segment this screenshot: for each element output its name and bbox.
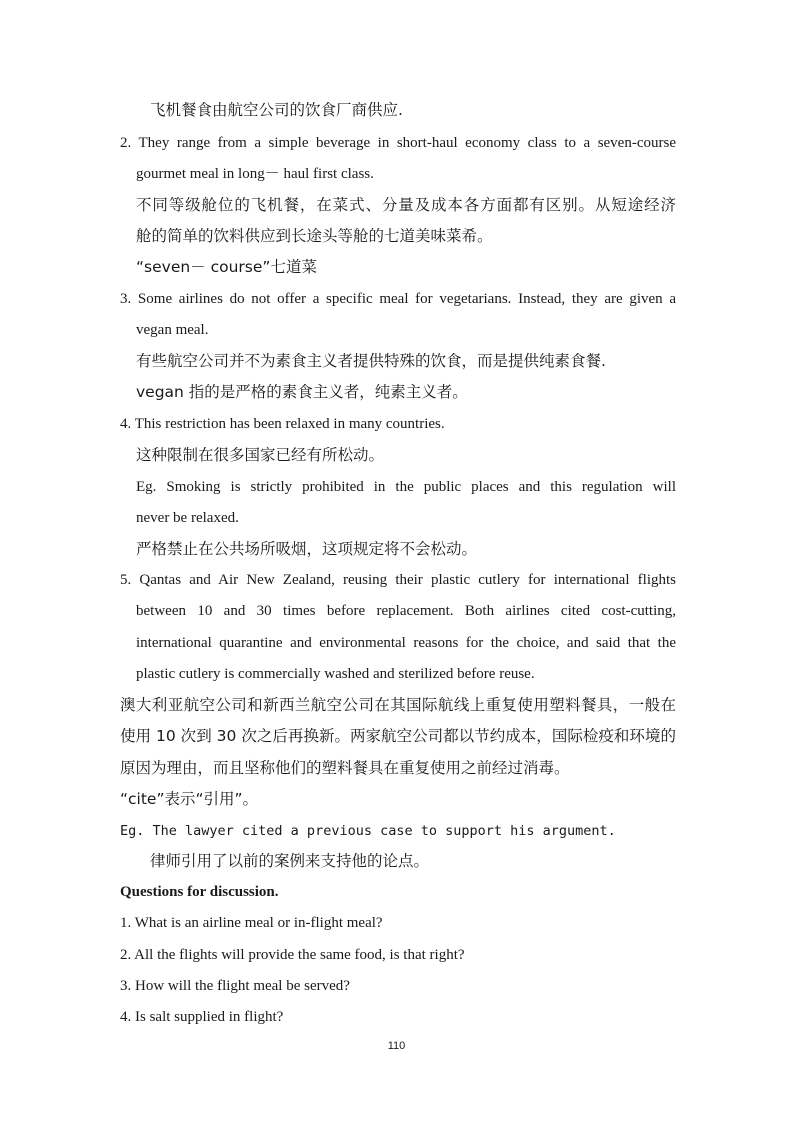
translation-line: 这种限制在很多国家已经有所松动。 [136,446,385,464]
question-item: 2. All the flights will provide the same food, is that right? [120,947,465,963]
translation-line: 不同等级舱位的飞机餐，在菜式、分量及成本各方面都有区别。从短途经济 [136,196,676,214]
note-line: “cite”表示“引用”。 [120,790,259,808]
list-item-2: 2. They range from a simple beverage in short-haul economy class to a seven-course [120,135,676,151]
list-item-5: 5. Qantas and Air New Zealand, reusing their plastic cutlery for international flights [120,572,676,588]
translation-line: 有些航空公司并不为素食主义者提供特殊的饮食，而是提供纯素食餐. [136,352,606,370]
question-item: 1. What is an airline meal or in-flight meal? [120,915,383,931]
translation-line: 澳大利亚航空公司和新西兰航空公司在其国际航线上重复使用塑料餐具，一般在 [120,696,676,714]
text-line: gourmet meal in long－ haul first class. [136,166,374,182]
translation-line: 律师引用了以前的案例来支持他的论点。 [150,852,430,870]
text-line: international quarantine and environmental reasons for the choice, and said that the [136,635,676,651]
translation-line: 原因为理由，而且坚称他们的塑料餐具在重复使用之前经过消毒。 [120,759,570,777]
question-item: 3. How will the flight meal be served? [120,978,350,994]
list-item-3: 3. Some airlines do not offer a specific meal for vegetarians. Instead, they are given a [120,291,676,307]
question-item: 4. Is salt supplied in flight? [120,1009,284,1025]
list-item-4: 4. This restriction has been relaxed in many countries. [120,416,445,432]
page-number: 110 [387,1040,406,1052]
questions-heading: Questions for discussion. [120,884,279,900]
example-line: Eg. Smoking is strictly prohibited in the public places and this regulation will [136,479,676,495]
note-line: “seven－ course”七道菜 [136,258,317,276]
note-line: vegan 指的是严格的素食主义者，纯素主义者。 [136,383,468,401]
translation-line: 舱的简单的饮料供应到长途头等舱的七道美味菜希。 [136,227,493,245]
text-line: plastic cutlery is commercially washed and sterilized before reuse. [136,666,535,682]
example-line: Eg. The lawyer cited a previous case to support his argument. [120,823,616,839]
text-line: between 10 and 30 times before replacement. Both airlines cited cost-cutting, [136,603,676,619]
text-line: 飞机餐食由航空公司的饮食厂商供应. [150,101,403,119]
text-line: vegan meal. [136,322,209,338]
example-line: never be relaxed. [136,510,239,526]
translation-line: 严格禁止在公共场所吸烟，这项规定将不会松动。 [136,540,478,558]
translation-line: 使用 10 次到 30 次之后再换新。两家航空公司都以节约成本，国际检疫和环境的 [120,727,676,745]
